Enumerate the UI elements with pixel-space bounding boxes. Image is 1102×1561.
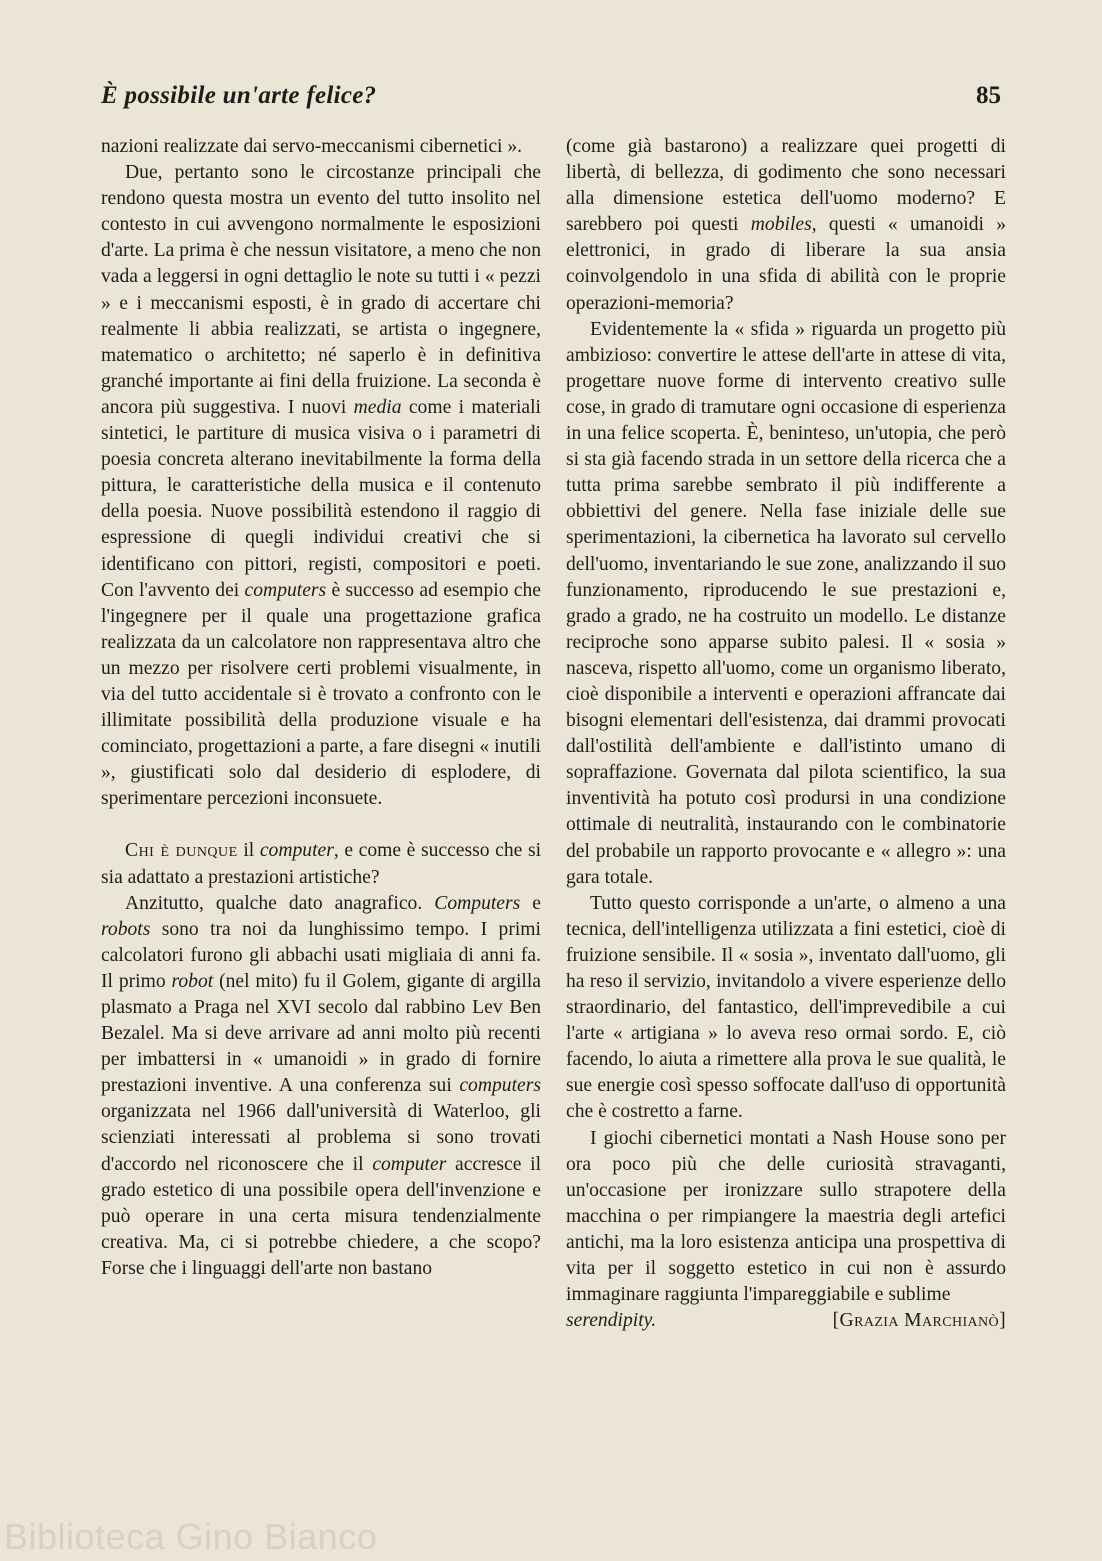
- running-title: È possibile un'arte felice?: [101, 82, 377, 109]
- italic-term: computer: [259, 840, 334, 862]
- paragraph: I giochi cibernetici montati a Nash House sono per ora poco più che delle curiosità stravaganti, un'occasione per ironizzare sullo strapotere della macchina o per rimpiangere la maestria degli artefici antichi, ma la loro esistenza anticipa una prospettiva di vita per il soggetto estetico in cui non è assurdo immaginare raggiunta l'impareggiabile e sublime: [566, 1127, 1006, 1306]
- left-column: [101, 134, 541, 1282]
- paragraph: Evidentemente la « sfida » riguarda un progetto più ambizioso: convertire le attese dell'arte in attese di vita, progettare nuove forme di intervento creativo sulle cose, in grado di tramutare ogni occasione di esperienza in una felice scoperta. È, beninteso, un'utopia, che però si sta già facendo strada in un settore della ricerca che a tutta prima sarebbe sembrato il più indifferente a obbiettivi del genere. Nella fase iniziale delle sue sperimentazioni, la cibernetica ha lavorato sul cervello dell'uomo, inventariando le sue zone, analizzando il suo funzionamento, riproducendo le sue prestazioni e, grado a grado, ne ha costruito un modello. Le distanze reciproche sono apparse subito palesi. Il « sosia » nasceva, rispetto all'uomo, come un organismo liberato, cioè disponibile a interventi e operazioni affrancate dai bisogni elementari dell'esistenza, dai drammi provocati dall'ostilità dell'ambiente e dall'istinto umano di sopraffazione. Governata dal pilota scientifico, la sua inventività ha potuto così prodursi in una condizione ottimale di neutralità, instaurando con le combinatorie del probabile un rapporto provocante e « allegro »: una gara totale.: [566, 318, 1006, 888]
- italic-term: mobiles: [750, 214, 812, 236]
- page-number: 85: [976, 82, 1001, 109]
- italic-term: robot: [171, 970, 214, 992]
- closing-line: [566, 1308, 1006, 1334]
- paragraph-continued: nazioni realizzate dai servo-meccanismi cibernetici ».: [101, 136, 523, 157]
- section-opening-paragraph: Chi è dunque il computer, e come è successo che si sia adattato a prestazioni artistiche?: [101, 840, 542, 888]
- right-column: [566, 134, 1006, 1334]
- paragraph: Anzitutto, qualche dato anagrafico. Computers e robots sono tra noi da lunghissimo tempo. I primi calcolatori furono gli abbachi usati migliaia di anni fa. Il primo robot (nel mito) fu il Golem, gigante di argilla plasmato a Praga nel XVI secolo dal rabbino Lev Ben Bezalel. Ma si deve arrivare ad anni molto più recenti per imbattersi in « umanoidi » in grado di fornire prestazioni inventive. A una conferenza sui computers organizzata nel 1966 dall'università di Waterloo, gli scienziati interessati al problema si sono trovati d'accordo nel riconoscere che il computer accresce il grado estetico di una possibile opera dell'invenzione e può operare in una certa misura tendenzialmente creativa. Ma, ci si potrebbe chiedere, a che scopo? Forse che i linguaggi dell'arte non bastano: [101, 892, 542, 1279]
- italic-term: robots: [101, 918, 151, 940]
- italic-term: Computers: [434, 892, 521, 914]
- italic-term: serendipity.: [566, 1310, 657, 1332]
- italic-term: computers: [459, 1075, 541, 1097]
- page-header: [101, 82, 1001, 114]
- italic-term: media: [353, 396, 402, 418]
- paragraph-continued: (come già bastarono) a realizzare quei progetti di libertà, di bellezza, di godimento che sono necessari alla dimensione estetica dell'uomo moderno? E sarebbero poi questi mobiles, questi « umanoidi » elettronici, in grado di liberare la sua ansia coinvolgendolo in una sfida di abilità con le proprie operazioni-memoria?: [566, 136, 1006, 314]
- paragraph: Tutto questo corrisponde a un'arte, o almeno a una tecnica, dell'intelligenza utilizzata a fini estetici, cioè di fruizione sensibile. Il « sosia », inventato dall'uomo, gli ha reso il servizio, invitandolo a vivere esperienze dello straordinario, del fantastico, dell'imprevedibile a cui l'arte « artigiana » lo aveva reso ormai sordo. E, ciò facendo, lo aiuta a rimettere alla prova le sue qualità, le sue energie così spesso soffocate dall'uso di opportunità che è costretto a farne.: [566, 892, 1006, 1123]
- paragraph: Due, pertanto sono le circostanze principali che rendono questa mostra un evento del tutto insolito nel contesto in cui avvengono normalmente le esposizioni d'arte. La prima è che nessun visitatore, a meno che non vada a leggersi in ogni dettaglio le note su tutti i « pezzi » e i meccanismi esposti, è in grado di accertare chi realmente li abbia realizzati, se artista o ingegnere, matematico o architetto; né saperlo è in definitiva granché importante ai fini della fruizione. La seconda è ancora più suggestiva. I nuovi media come i materiali sintetici, le partiture di musica visiva o i parametri di poesia concreta alterano inevitabilmente la forma della pittura, le caratteristiche della musica e il contenuto della poesia. Nuove possibilità estendono il raggio di espressione di quegli individui creativi che si identificano con pittori, registi, compositori e poeti. Con l'avvento dei computers è successo ad esempio che l'ingegnere per il quale una progettazione grafica realizzata da un calcolatore non rappresentava altro che un mezzo per risolvere certi problemi visualmente, in via del tutto accidentale si è trovato a confronto con le illimitate possibilità della produzione visuale e ha cominciato, progettazioni a parte, a fare disegni « inutili », giustificati solo dal desiderio di esplodere, di sperimentare percezioni inconsuete.: [101, 162, 542, 810]
- author-signature: [Grazia Marchianò]: [832, 1310, 1006, 1332]
- italic-term: computer: [372, 1153, 447, 1175]
- library-watermark: Biblioteca Gino Bianco: [4, 1516, 378, 1557]
- smallcaps-lead: Chi è dunque: [125, 840, 238, 862]
- italic-term: computers: [244, 579, 327, 601]
